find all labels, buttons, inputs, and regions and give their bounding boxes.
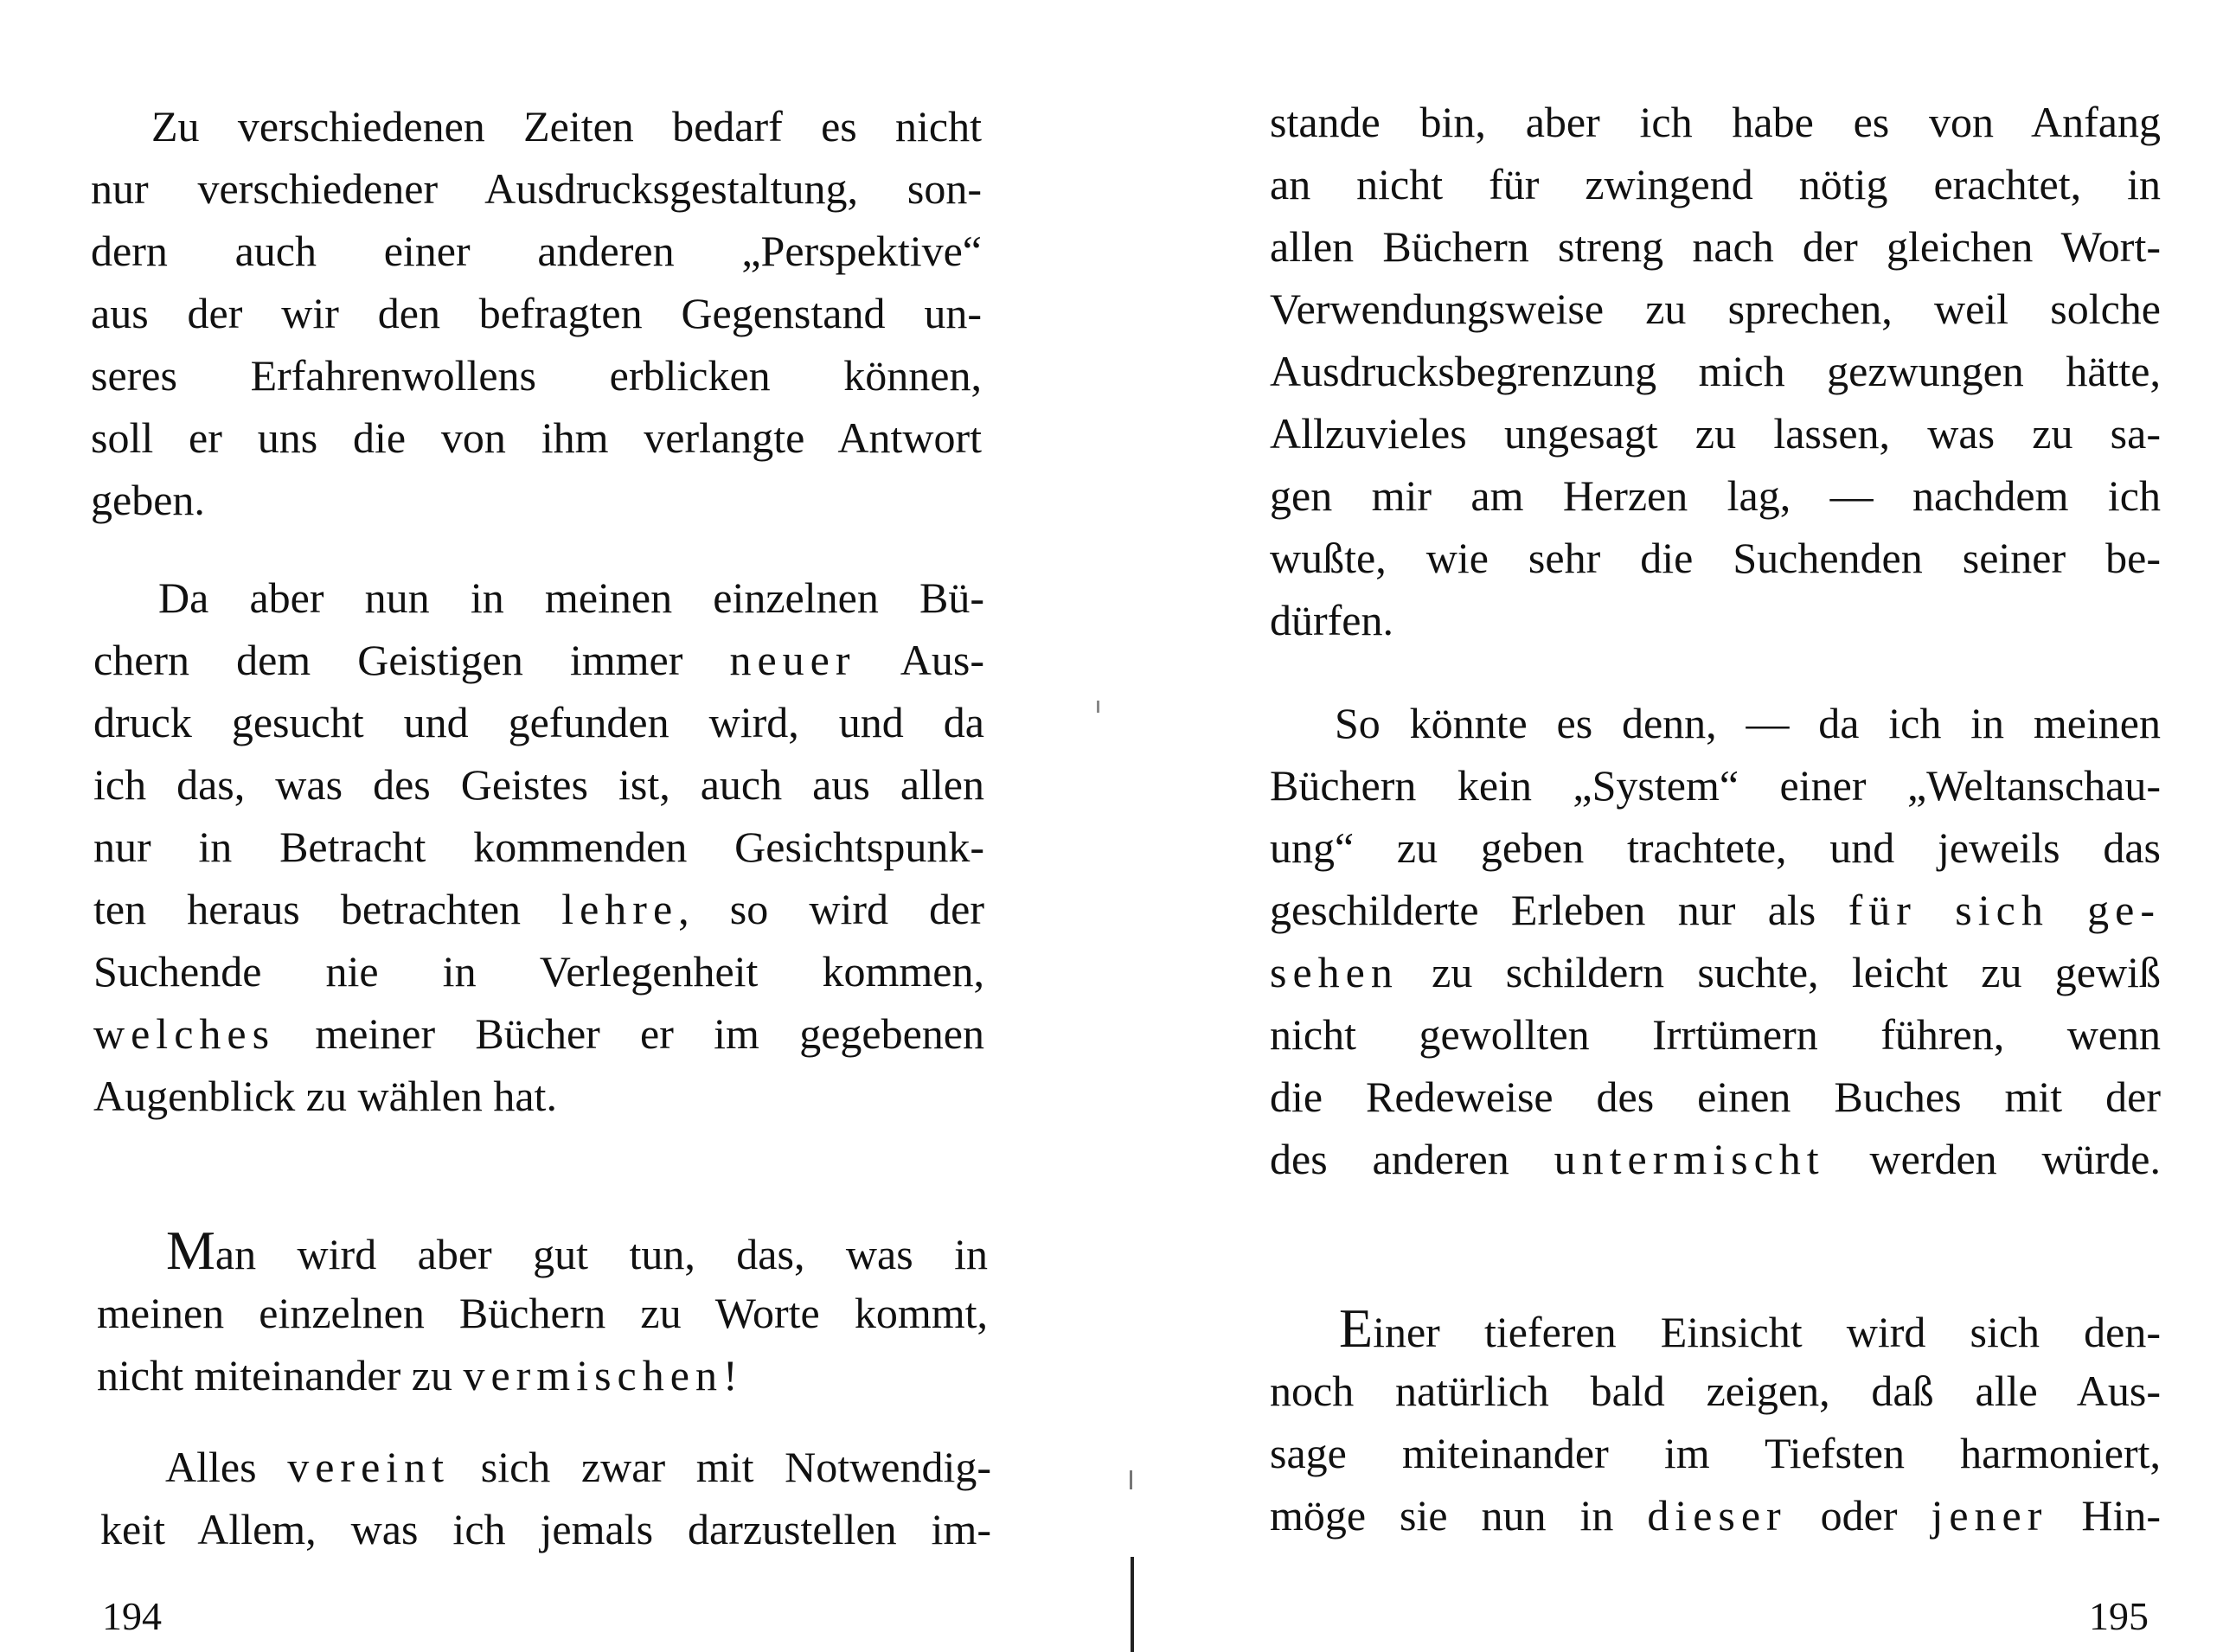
text-segment: chern dem Geistigen immer xyxy=(93,636,730,684)
emphasis-text: sehen xyxy=(1270,948,1399,996)
emphasis-text: dieser xyxy=(1647,1491,1787,1540)
emphasis-text: welches xyxy=(93,1009,276,1058)
emphasis-text: für sich ge- xyxy=(1848,886,2162,934)
text-line xyxy=(97,1344,988,1406)
text-line: nur in Betracht kommenden Gesichtspunk- xyxy=(93,823,984,871)
text-line: Da aber nun in meinen einzelnen Bü- xyxy=(158,573,984,622)
text-segment: werden würde. xyxy=(1824,1135,2161,1183)
paragraph-3 xyxy=(1270,1297,2161,1546)
text-line: soll er uns die von ihm verlangte Antwort xyxy=(91,413,982,462)
text-line: Augenblick zu wählen hat. xyxy=(93,1072,557,1120)
emphasis-text: vermischen xyxy=(463,1351,723,1399)
text-line: gen mir am Herzen lag, — nachdem ich xyxy=(1270,471,2161,520)
text-line: dern auch einer anderen „Perspektive“ xyxy=(91,227,982,275)
text-segment: an wird aber gut tun, das, was in xyxy=(215,1230,988,1278)
text-line: So könnte es denn, — da ich in meinen xyxy=(1335,699,2161,747)
paragraph-3 xyxy=(97,1220,988,1406)
text-line xyxy=(100,1436,991,1498)
text-line: wußte, wie sehr die Suchenden seiner be- xyxy=(1270,534,2161,582)
text-segment: ! xyxy=(722,1351,738,1399)
emphasis-text: jener xyxy=(1931,1491,2048,1540)
text-segment: iner tieferen Einsicht wird sich den- xyxy=(1373,1308,2161,1356)
text-line: geben. xyxy=(91,476,205,524)
text-segment: geschilderte Erleben nur als xyxy=(1270,886,1848,934)
text-line xyxy=(93,878,984,940)
text-segment: Aus- xyxy=(855,636,985,684)
text-line: nicht gewollten Irrtümern führen, wenn xyxy=(1270,1010,2161,1059)
drop-cap: M xyxy=(166,1220,215,1281)
emphasis-text: vereint xyxy=(287,1443,451,1491)
paragraph-2 xyxy=(93,567,984,1127)
paragraph-1 xyxy=(91,95,982,531)
text-line xyxy=(97,1220,988,1282)
text-line: die Redeweise des einen Buches mit der xyxy=(1270,1073,2161,1121)
page-number: 194 xyxy=(102,1594,162,1638)
text-line xyxy=(93,629,984,691)
text-line: aus der wir den befragten Gegenstand un- xyxy=(91,289,982,337)
text-line: noch natürlich bald zeigen, daß alle Aus- xyxy=(1270,1367,2161,1415)
paragraph-4 xyxy=(100,1436,991,1560)
emphasis-text: neuer xyxy=(729,636,856,684)
text-line: Allzuvieles ungesagt zu lassen, was zu sa- xyxy=(1270,409,2161,458)
text-segment: Alles xyxy=(165,1443,288,1491)
text-line: Zu verschiedenen Zeiten bedarf es nicht xyxy=(151,102,982,150)
text-line: allen Büchern streng nach der gleichen Wort- xyxy=(1270,222,2161,271)
text-line: Büchern kein „System“ einer „Weltanschau- xyxy=(1270,761,2161,810)
text-segment: ten heraus betrachten xyxy=(93,885,562,933)
text-line: druck gesucht und gefunden wird, und da xyxy=(93,698,984,746)
paragraph-2 xyxy=(1270,692,2161,1190)
text-line xyxy=(1270,1128,2161,1190)
drop-cap: E xyxy=(1339,1297,1374,1359)
text-segment: Hin- xyxy=(2047,1491,2161,1540)
paragraph-1 xyxy=(1270,91,2161,651)
text-line: Ausdrucksbegrenzung mich gezwungen hätte, xyxy=(1270,347,2161,395)
text-line xyxy=(1270,941,2161,1003)
text-line: ung“ zu geben trachtete, und jeweils das xyxy=(1270,823,2161,872)
right-page xyxy=(1112,0,2223,1652)
text-line: an nicht für zwingend nötig erachtet, in xyxy=(1270,160,2161,208)
gutter-speck xyxy=(1097,701,1099,713)
text-line: seres Erfahrenwollens erblicken können, xyxy=(91,351,982,400)
text-line: ich das, was des Geistes ist, auch aus allen xyxy=(93,760,984,809)
text-segment: sich zwar mit Notwendig- xyxy=(450,1443,992,1491)
text-line xyxy=(93,1002,984,1065)
text-line: stande bin, aber ich habe es von Anfang xyxy=(1270,98,2161,146)
text-line: nur verschiedener Ausdrucksgestaltung, son- xyxy=(91,164,982,213)
text-line xyxy=(1270,1484,2161,1546)
text-line: sage miteinander im Tiefsten harmoniert, xyxy=(1270,1429,2161,1477)
text-segment: des anderen xyxy=(1270,1135,1554,1183)
page-number: 195 xyxy=(2089,1594,2149,1638)
emphasis-text: lehre xyxy=(561,885,679,933)
text-segment: möge sie nun in xyxy=(1270,1491,1648,1540)
text-line: dürfen. xyxy=(1270,596,1393,644)
text-segment: zu schildern suchte, leicht zu gewiß xyxy=(1398,948,2161,996)
text-segment: oder xyxy=(1786,1491,1932,1540)
text-line: keit Allem, was ich jemals darzustellen im- xyxy=(100,1505,991,1553)
text-line: Verwendungsweise zu sprechen, weil solche xyxy=(1270,285,2161,333)
text-line: Suchende nie in Verlegenheit kommen, xyxy=(93,947,984,996)
text-segment: , so wird der xyxy=(678,885,985,933)
text-segment: nicht miteinander zu xyxy=(97,1351,464,1399)
text-line xyxy=(1270,879,2161,941)
text-segment: meiner Bücher er im gegebenen xyxy=(275,1009,984,1058)
emphasis-text: untermischt xyxy=(1554,1135,1825,1183)
text-line xyxy=(1270,1297,2161,1360)
text-line: meinen einzelnen Büchern zu Worte kommt, xyxy=(97,1289,988,1337)
